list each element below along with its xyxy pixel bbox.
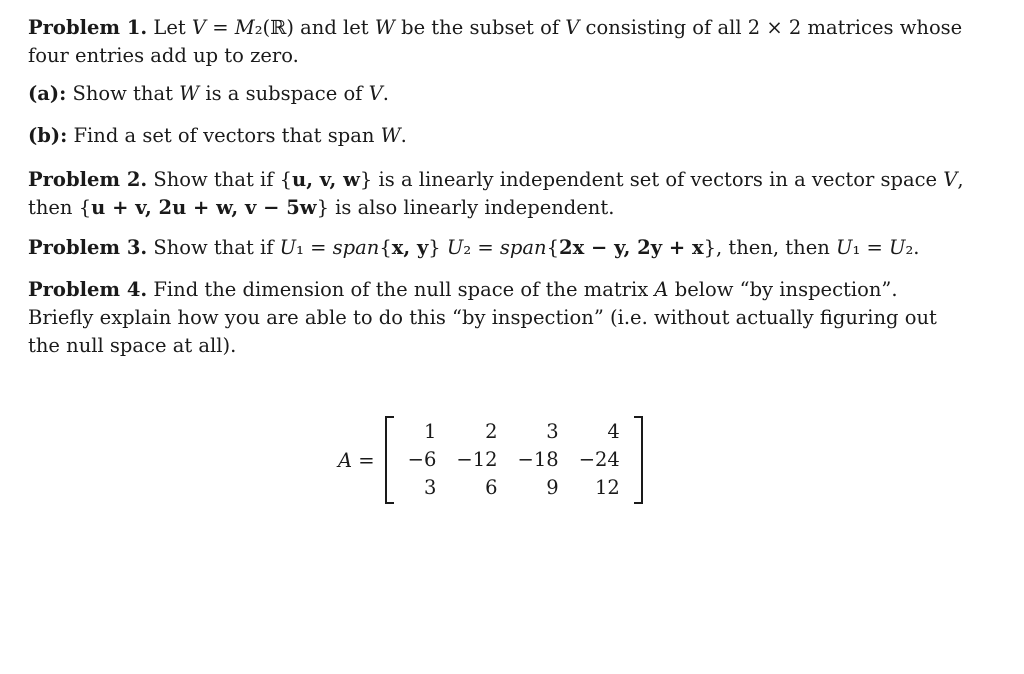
problem-3-vector-set: 2x − y, 2y + x [559, 236, 704, 259]
matrix-cell: 9 [546, 476, 559, 499]
problem-2-vector-set: u, v, w [292, 168, 360, 191]
problem-3-text: Show that if [147, 236, 280, 259]
problem-1a [28, 80, 968, 108]
problem-1b-text: . [400, 124, 407, 147]
problem-3-var: U [889, 236, 906, 259]
problem-1b-text: Find a set of vectors that span [67, 124, 381, 147]
problem-3-var: U [836, 236, 853, 259]
problem-2-text: , then { [28, 168, 970, 219]
problem-3-text: ₂. [905, 236, 920, 259]
problem-1a-var: V [368, 82, 383, 105]
problem-3 [28, 234, 968, 262]
problem-1-text: consisting of all 2 × 2 matrices whose four entries add up to zero. [28, 16, 969, 67]
problem-3-text: { [379, 236, 392, 259]
matrix-cell: −18 [517, 448, 559, 471]
problem-3-text: ₁ = [296, 236, 333, 259]
problem-1-var: V [191, 16, 206, 39]
problem-3-vector-set: x, y [391, 236, 429, 259]
problem-3-text: }, then, then [703, 236, 836, 259]
problem-2 [28, 166, 968, 222]
problem-1b-label: (b): [28, 124, 68, 147]
matrix-cell: −6 [407, 448, 437, 471]
problem-3-text: { [546, 236, 560, 259]
problem-1a-label: (a): [28, 82, 67, 105]
problem-1a-text: . [382, 82, 389, 105]
problem-3-span: span [332, 236, 380, 259]
matrix-cell: 12 [595, 476, 620, 499]
problem-1-var: M [234, 16, 255, 39]
matrix-cell: −24 [578, 448, 620, 471]
left-bracket [385, 416, 394, 504]
problem-2-vector-set: u + v, 2u + w, v − 5w [91, 196, 317, 219]
matrix-cell: 2 [485, 420, 498, 443]
problem-sheet [28, 14, 968, 360]
problem-1a-text: is a subspace of [199, 82, 369, 105]
problem-1a-var: W [179, 82, 200, 105]
problem-3-text: } [428, 236, 447, 259]
matrix-lhs: A = [338, 448, 375, 472]
problem-1b [28, 122, 968, 150]
problem-1-text: ₂(ℝ) and let [254, 16, 375, 39]
problem-1-text: Let [147, 16, 192, 39]
problem-2-text: } is also linearly independent. [316, 196, 615, 219]
matrix-a [338, 416, 643, 504]
problem-3-var: U [279, 236, 297, 259]
problem-4-text: below “by inspection”. Briefly explain how you are able to do this “by inspection” (i.e. without actually figuring out the null space at all). [28, 278, 944, 357]
problem-3-text: ₁ = [852, 236, 889, 259]
matrix-cell: −12 [456, 448, 498, 471]
problem-4-text: Find the dimension of the null space of the matrix [147, 278, 655, 301]
matrix-row [398, 446, 630, 474]
problem-2-text: } is a linearly independent set of vectors in a vector space [359, 168, 944, 191]
problem-1b-var: W [380, 124, 401, 147]
matrix-row [398, 474, 630, 502]
matrix-cell: 3 [546, 420, 559, 443]
matrix-cell: 6 [485, 476, 498, 499]
problem-3-var: U [446, 236, 464, 259]
matrix-cell: 1 [423, 420, 437, 443]
matrix-cell: 3 [423, 476, 437, 499]
problem-1 [28, 14, 968, 70]
problem-1-var: V [565, 16, 580, 39]
problem-2-var: V [943, 168, 958, 191]
problem-1-text: = [206, 16, 235, 39]
problem-2-text: Show that if { [147, 168, 293, 191]
problem-4-label: Problem 4. [28, 278, 148, 301]
problem-1-var: W [374, 16, 395, 39]
problem-4-var: A [654, 278, 669, 301]
problem-4 [28, 276, 968, 360]
problem-3-label: Problem 3. [28, 236, 148, 259]
matrix-cell: 4 [607, 420, 620, 443]
problem-3-text: ₂ = [463, 236, 500, 259]
problem-1-label: Problem 1. [28, 16, 148, 39]
right-bracket [634, 416, 643, 504]
problem-1a-text: Show that [66, 82, 180, 105]
matrix-row [398, 418, 630, 446]
problem-1-text: be the subset of [394, 16, 566, 39]
matrix-table [398, 418, 630, 502]
problem-2-label: Problem 2. [28, 168, 148, 191]
problem-3-span: span [499, 236, 547, 259]
